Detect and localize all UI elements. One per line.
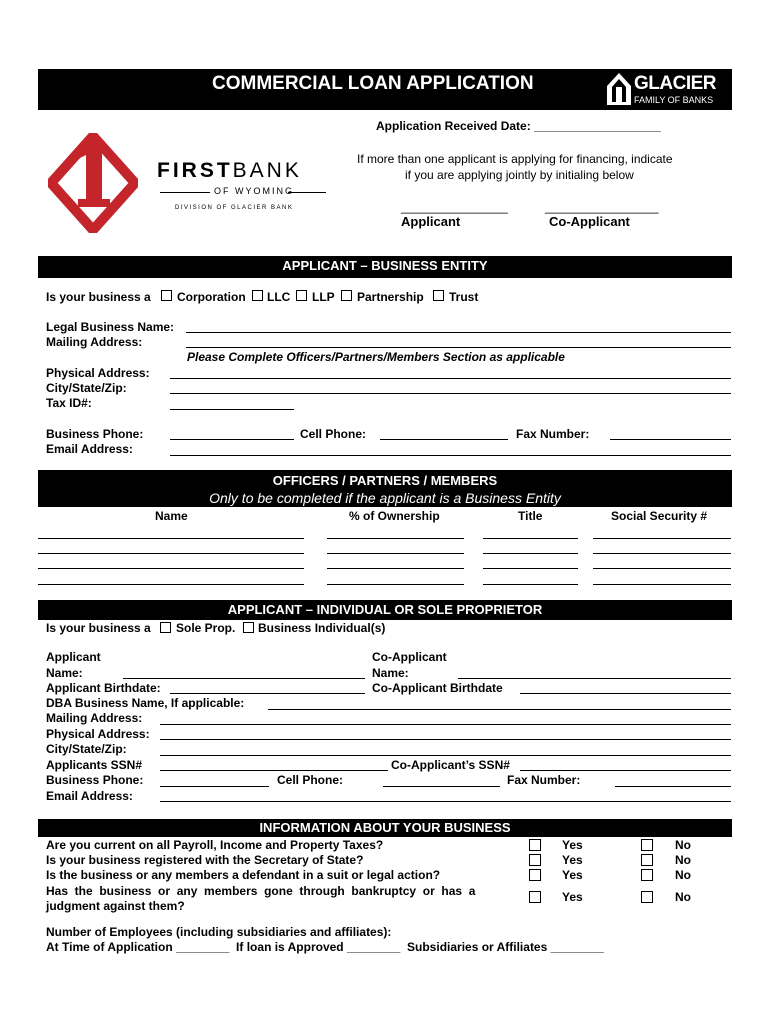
officers-col-title: Title [518,509,543,523]
individual-csz-label: City/State/Zip: [46,742,127,756]
dba-label: DBA Business Name, If applicable: [46,696,245,710]
registered-yes-label: Yes [562,853,583,867]
officer-ownership-field[interactable] [327,553,464,554]
legal-action-yes-checkbox[interactable] [529,869,541,881]
individual-email-label: Email Address: [46,789,133,803]
officer-name-field[interactable] [38,584,304,585]
applicant-initial-label: Applicant [401,214,461,229]
individual-email-field[interactable] [160,801,731,802]
payroll-no-label: No [675,838,691,852]
applicant-name-field[interactable] [123,678,365,679]
officer-ownership-field[interactable] [327,584,464,585]
officer-ssn-field[interactable] [593,553,731,554]
officer-title-field[interactable] [483,538,578,539]
registered-no-checkbox[interactable] [641,854,653,866]
individual-phone-field[interactable] [160,786,269,787]
llc-label: LLC [267,290,291,304]
officer-title-field[interactable] [483,568,578,569]
coapplicant-ssn-label: Co-Applicant’s SSN# [391,758,510,772]
officer-ownership-field[interactable] [327,568,464,569]
applicant-ssn-label: Applicants SSN# [46,758,143,772]
firstbank-division: DIVISION OF GLACIER BANK [175,205,294,211]
individual-csz-field[interactable] [160,755,731,756]
coapplicant-ssn-field[interactable] [520,770,731,771]
applicant-name-label: Name: [46,666,83,680]
bankruptcy-no-label: No [675,890,691,904]
entity-cell-label: Cell Phone: [300,427,367,441]
applicant-initial-line[interactable]: ________________ [401,200,508,214]
sole-prop-label: Sole Prop. [176,621,236,635]
officer-ssn-field[interactable] [593,538,731,539]
dba-field[interactable] [268,709,731,710]
entity-fax-label: Fax Number: [516,427,590,441]
officer-ssn-field[interactable] [593,568,731,569]
business-info-heading: INFORMATION ABOUT YOUR BUSINESS [259,820,511,835]
question-bankruptcy-line-2: judgment against them? [46,899,185,913]
entity-email-field[interactable] [170,455,731,456]
glacier-logo-sub: FAMILY OF BANKS [634,95,714,105]
firstbank-wordmark [157,159,302,183]
officers-heading: OFFICERS / PARTNERS / MEMBERS [272,473,498,488]
legal-business-name-label: Legal Business Name: [46,320,175,334]
coapplicant-heading: Co-Applicant [372,650,447,664]
payroll-no-checkbox[interactable] [641,839,653,851]
payroll-yes-checkbox[interactable] [529,839,541,851]
page-title: COMMERCIAL LOAN APPLICATION [212,73,534,94]
entity-email-label: Email Address: [46,442,133,456]
entity-question: Is your business a [46,290,151,304]
entity-phone-field[interactable] [170,439,294,440]
employees-label: Number of Employees (including subsidiaries and affiliates): [46,925,392,939]
glacier-mountain-icon [606,72,632,106]
firstbank-diamond-icon [48,133,138,233]
corporation-checkbox[interactable] [161,290,172,301]
entity-section-heading: APPLICANT – BUSINESS ENTITY [282,258,488,273]
application-received-date: Application Received Date: ___________________ [376,119,661,133]
entity-csz-label: City/State/Zip: [46,381,127,395]
coapplicant-name-label: Name: [372,666,409,680]
entity-mailing-field[interactable] [186,347,731,348]
joint-note-line-1: If more than one applicant is applying for financing, indicate [357,152,673,166]
firstbank-logo [48,133,330,233]
question-legal-action: Is the business or any members a defendant in a suit or legal action? [46,868,441,882]
trust-label: Trust [449,290,479,304]
llc-checkbox[interactable] [252,290,263,301]
individual-question: Is your business a [46,621,151,635]
business-individual-label: Business Individual(s) [258,621,386,635]
individual-cell-label: Cell Phone: [277,773,344,787]
officers-col-ssn: Social Security # [611,509,708,523]
firstbank-bold: FIRST [157,159,233,182]
individual-fax-field[interactable] [615,786,731,787]
entity-fax-field[interactable] [610,439,731,440]
individual-physical-label: Physical Address: [46,727,150,741]
entity-physical-field[interactable] [170,378,731,379]
glacier-logo-text: GLACIER [634,73,716,94]
question-bankruptcy-line-1: Has the business or any members gone through bankruptcy or has a [46,884,476,898]
corporation-label: Corporation [177,290,246,304]
entity-phone-label: Business Phone: [46,427,144,441]
registered-no-label: No [675,853,691,867]
legal-action-yes-label: Yes [562,868,583,882]
coapplicant-name-field[interactable] [458,678,731,679]
officer-name-field[interactable] [38,538,304,539]
firstbank-light: BANK [232,159,302,182]
officers-subheading: Only to be completed if the applicant is a Business Entity [209,490,561,506]
individual-mailing-label: Mailing Address: [46,711,143,725]
applicant-ssn-field[interactable] [160,770,388,771]
sole-prop-checkbox[interactable] [160,622,171,633]
registered-yes-checkbox[interactable] [529,854,541,866]
applicant-birthdate-field[interactable] [170,693,365,694]
officer-ssn-field[interactable] [593,584,731,585]
business-individual-checkbox[interactable] [243,622,254,633]
coapplicant-birthdate-label: Co-Applicant Birthdate [372,681,503,695]
question-payroll-taxes: Are you current on all Payroll, Income and Property Taxes? [46,838,384,852]
individual-phone-label: Business Phone: [46,773,144,787]
llp-checkbox[interactable] [296,290,307,301]
partnership-label: Partnership [357,290,424,304]
officer-ownership-field[interactable] [327,538,464,539]
bankruptcy-yes-checkbox[interactable] [529,891,541,903]
officers-col-ownership: % of Ownership [349,509,440,523]
individual-mailing-field[interactable] [160,724,731,725]
individual-section-heading: APPLICANT – INDIVIDUAL OR SOLE PROPRIETOR [227,602,543,617]
trust-checkbox[interactable] [433,290,444,301]
entity-csz-field[interactable] [170,393,731,394]
tax-id-field[interactable] [170,409,294,410]
officers-col-name: Name [155,509,188,523]
legal-action-no-label: No [675,868,691,882]
individual-physical-field[interactable] [160,739,731,740]
officer-name-field[interactable] [38,568,304,569]
employees-counts-line[interactable]: At Time of Application ________ If loan is Approved ________ Subsidiaries or Affiliates ________ [46,940,605,954]
applicant-heading: Applicant [46,650,101,664]
bankruptcy-no-checkbox[interactable] [641,891,653,903]
legal-action-no-checkbox[interactable] [641,869,653,881]
firstbank-sub: OF WYOMING [214,186,294,196]
coapplicant-initial-label: Co-Applicant [549,214,630,229]
individual-fax-label: Fax Number: [507,773,581,787]
individual-cell-field[interactable] [383,786,500,787]
coapplicant-birthdate-field[interactable] [520,693,731,694]
partnership-checkbox[interactable] [341,290,352,301]
question-secretary-of-state: Is your business registered with the Secretary of State? [46,853,364,867]
glacier-logo [606,72,728,108]
officer-title-field[interactable] [483,553,578,554]
coapplicant-initial-line[interactable]: _________________ [545,200,659,214]
bankruptcy-yes-label: Yes [562,890,583,904]
applicant-birthdate-label: Applicant Birthdate: [46,681,161,695]
officers-note: Please Complete Officers/Partners/Members Section as applicable [187,350,565,364]
entity-cell-field[interactable] [380,439,508,440]
legal-business-name-field[interactable] [186,332,731,333]
entity-mailing-label: Mailing Address: [46,335,143,349]
joint-note-line-2: if you are applying jointly by initialing below [405,168,634,182]
firstbank-rule-right [288,192,326,193]
tax-id-label: Tax ID#: [46,396,92,410]
officer-title-field[interactable] [483,584,578,585]
firstbank-rule-left [160,192,210,193]
llp-label: LLP [312,290,335,304]
payroll-yes-label: Yes [562,838,583,852]
officer-name-field[interactable] [38,553,304,554]
entity-physical-label: Physical Address: [46,366,150,380]
